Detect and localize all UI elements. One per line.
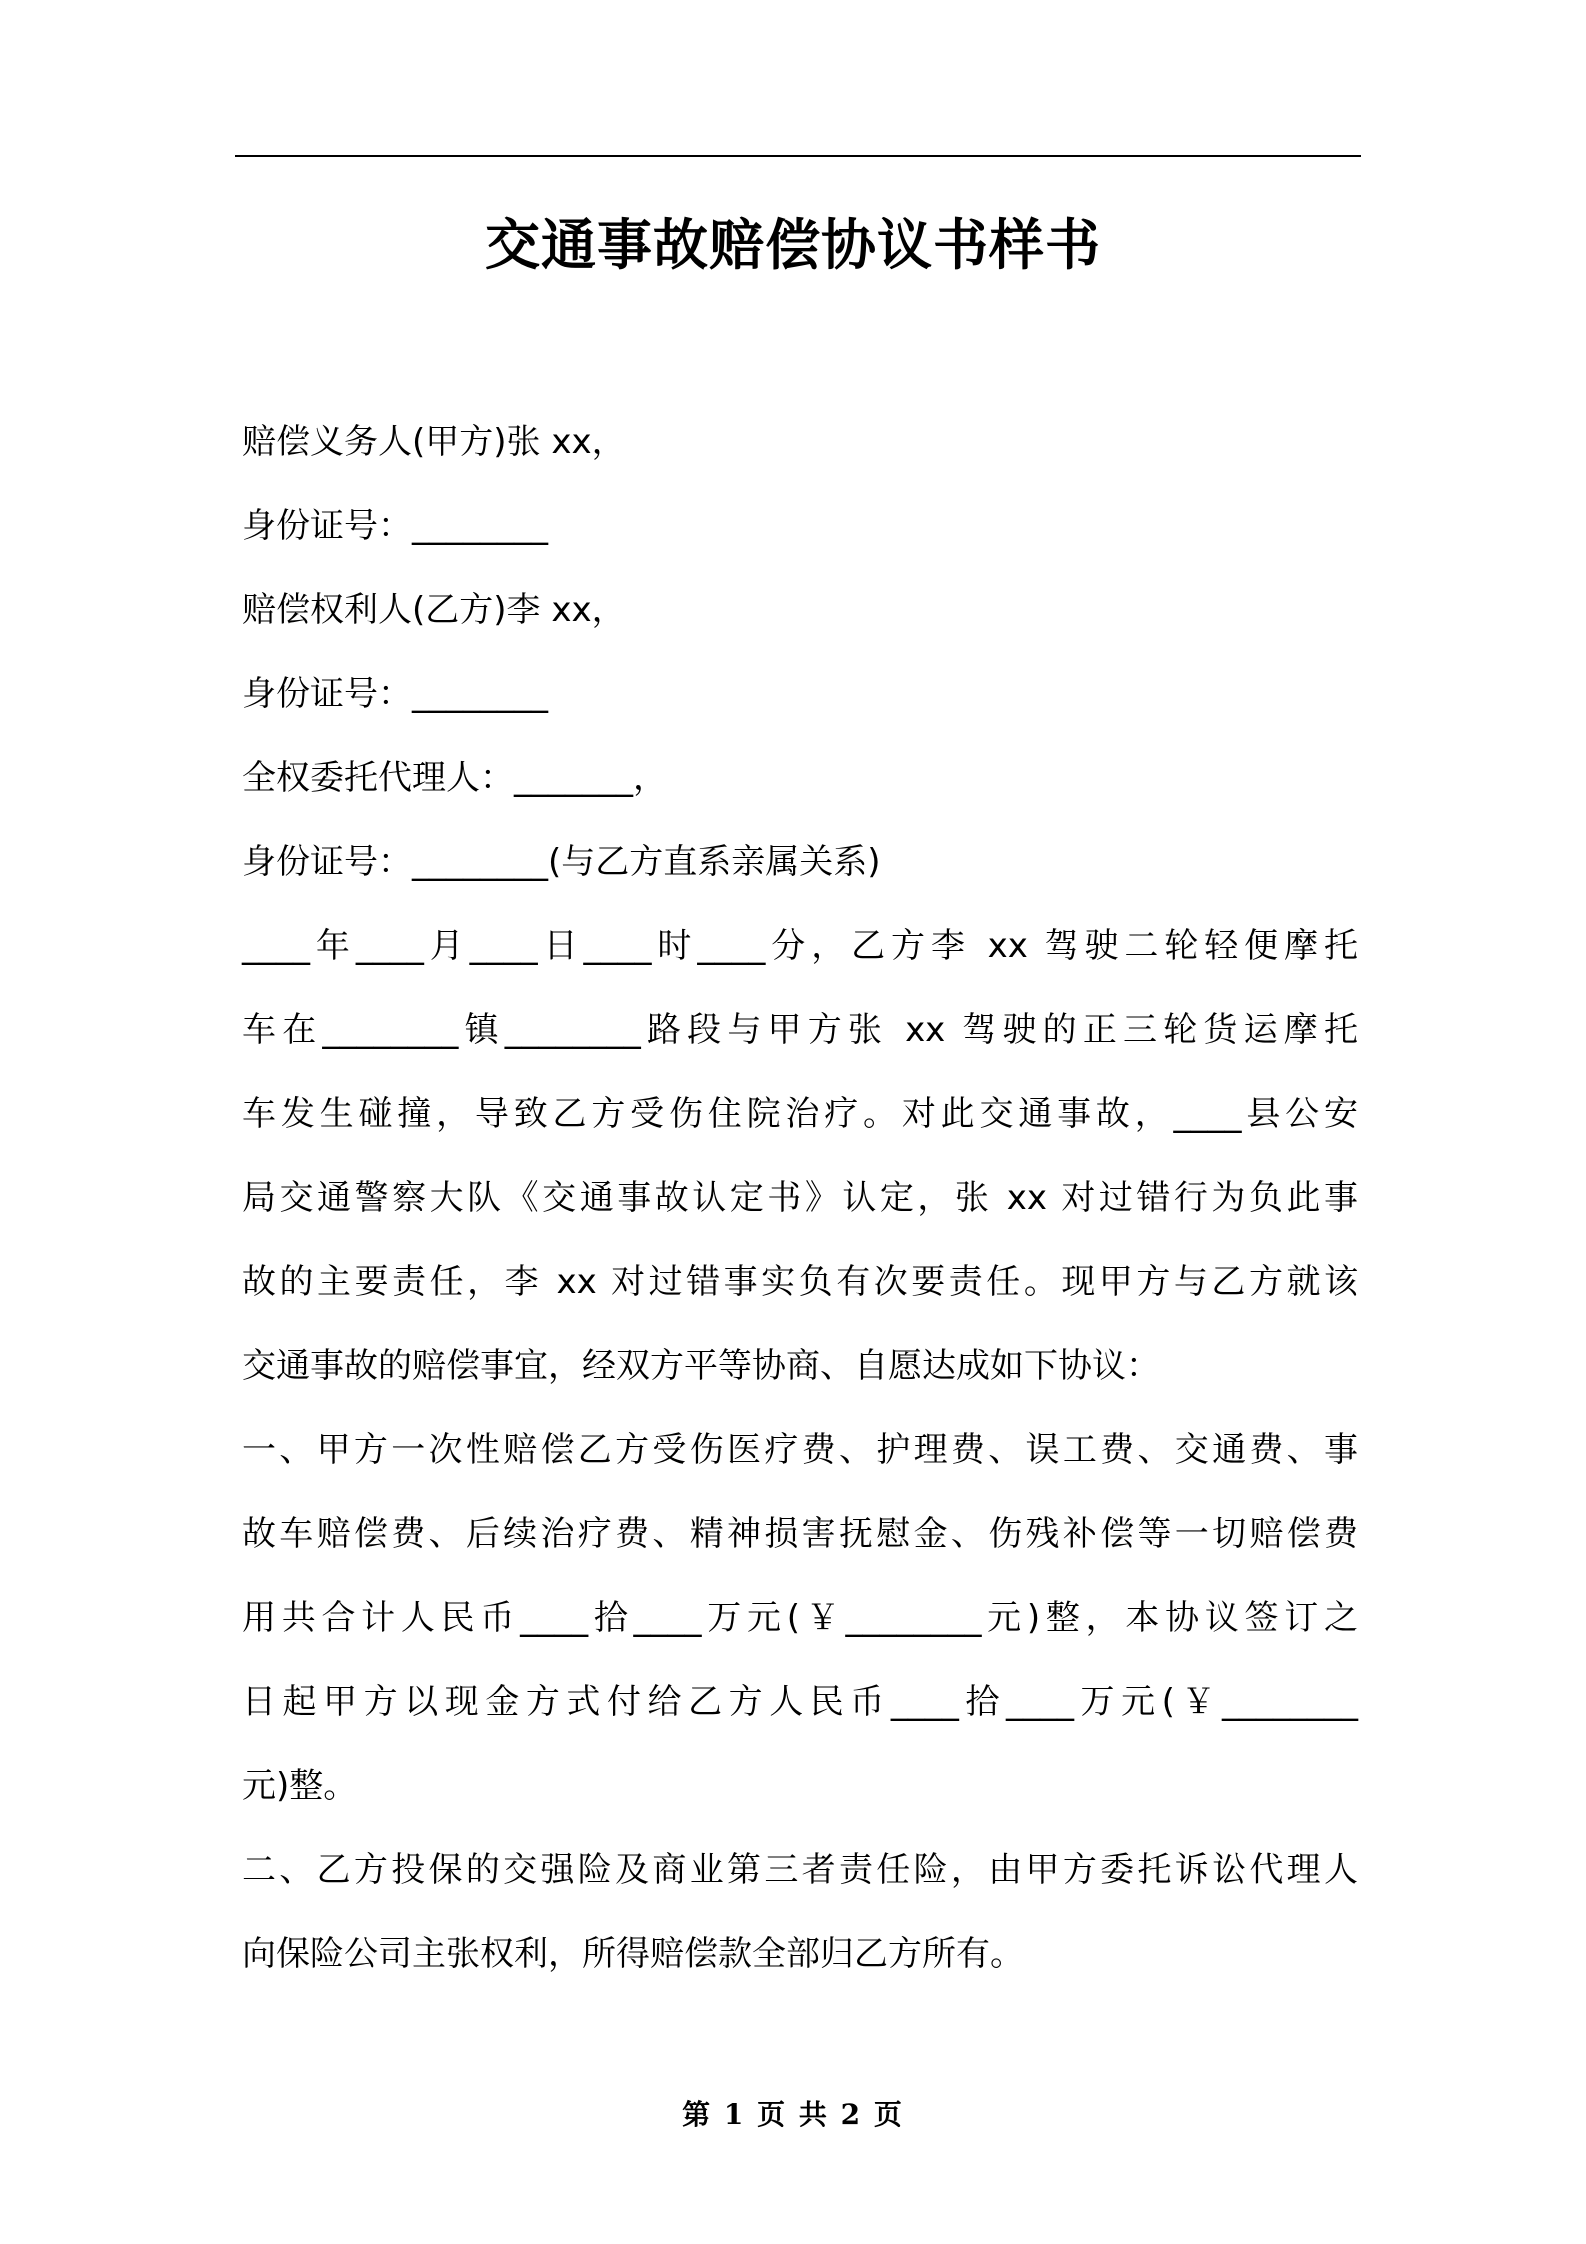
body-line: 故的主要责任，李 xx 对过错事实负有次要责任。现甲方与乙方就该	[242, 1262, 1358, 1302]
body-line: 局交通警察大队《交通事故认定书》认定，张 xx 对过错行为负此事	[242, 1178, 1358, 1218]
body-line: 赔偿权利人(乙方)李 xx，	[242, 590, 626, 630]
body-line: 身份证号：________(与乙方直系亲属关系)	[242, 842, 881, 882]
document-title: 交通事故赔偿协议书样书	[484, 213, 1101, 277]
body-line: 二、乙方投保的交强险及商业第三者责任险，由甲方委托诉讼代理人	[242, 1850, 1358, 1890]
body-line: ____年____月____日____时____分，乙方李 xx 驾驶二轮轻便摩托	[242, 926, 1358, 966]
header-rule	[235, 155, 1361, 157]
body-line: 交通事故的赔偿事宜，经双方平等协商、自愿达成如下协议：	[242, 1346, 1160, 1386]
body-line: 日起甲方以现金方式付给乙方人民币____拾____万元(￥________	[242, 1682, 1358, 1722]
body-line: 身份证号：________	[242, 674, 548, 714]
body-line: 元)整。	[242, 1766, 358, 1806]
body-line: 赔偿义务人(甲方)张 xx，	[242, 422, 626, 462]
body-line: 车发生碰撞，导致乙方受伤住院治疗。对此交通事故，____县公安	[242, 1094, 1358, 1134]
body-line: 向保险公司主张权利，所得赔偿款全部归乙方所有。	[242, 1934, 1024, 1974]
page-number-footer: 第 1 页 共 2 页	[682, 2098, 904, 2131]
document-body	[242, 400, 1358, 1996]
body-line: 故车赔偿费、后续治疗费、精神损害抚慰金、伤残补偿等一切赔偿费	[242, 1514, 1358, 1554]
body-line: 车在________镇________路段与甲方张 xx 驾驶的正三轮货运摩托	[242, 1010, 1358, 1050]
body-line: 全权委托代理人：_______，	[242, 758, 667, 798]
body-line: 用共合计人民币____拾____万元(￥________元)整，本协议签订之	[242, 1598, 1358, 1638]
body-line: 一、甲方一次性赔偿乙方受伤医疗费、护理费、误工费、交通费、事	[242, 1430, 1358, 1470]
body-line: 身份证号：________	[242, 506, 548, 546]
